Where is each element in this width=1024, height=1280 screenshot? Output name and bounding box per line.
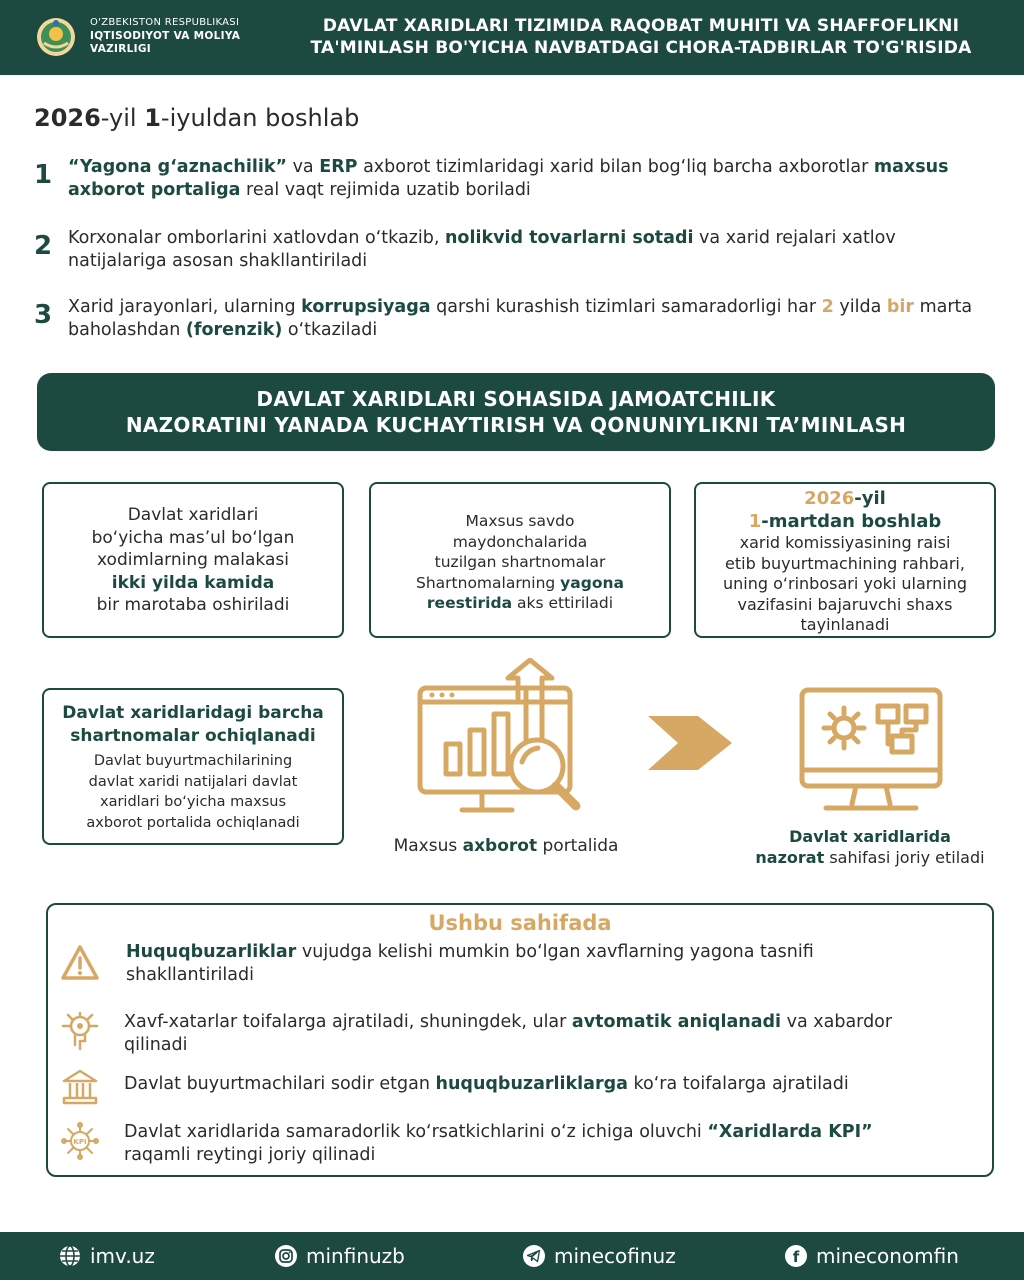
page-title — [276, 15, 1006, 59]
hl-text: huquqbuzarliklarga — [435, 1074, 628, 1094]
text: qarshi kurashish tizimlari samaradorligi har — [430, 297, 822, 317]
hl-text: (forenzik) — [185, 320, 283, 340]
card-line: vazifasini bajaruvchi shaxs — [737, 594, 953, 614]
banner-line2: NAZORATINI YANADA KUCHAYTIRISH VA QONUNIYLIKNI TA’MINLASH — [125, 413, 907, 437]
institution-icon — [60, 1067, 100, 1107]
footer-facebook-label: mineconomfin — [816, 1244, 959, 1268]
text: ko‘ra toifalarga ajratiladi — [627, 1074, 849, 1094]
hl-text: Davlat xaridlarida — [789, 827, 951, 846]
portal-caption — [370, 836, 642, 856]
card-line: tuzilgan shartnomalar — [434, 553, 606, 571]
item-number: 2 — [34, 231, 53, 261]
text: Maxsus — [393, 836, 463, 856]
warning-icon — [60, 943, 100, 983]
text: Korxonalar omborlarini xatlovdan o‘tkazib, — [68, 228, 445, 248]
card-line: axborot portalida ochiqlanadi — [86, 814, 300, 831]
control-page-caption — [730, 826, 1010, 868]
text: Shartnomalarning — [416, 573, 561, 592]
card-line: davlat xaridi natijalari davlat — [88, 773, 298, 790]
text: raqamli reytingi joriy qilinadi — [124, 1145, 376, 1165]
card-line: xodimlarning malakasi — [97, 550, 289, 570]
footer-telegram-label: minecofinuz — [554, 1244, 676, 1268]
text: va xarid rejalari xatlov natijalariga asosan shakllantiriladi — [68, 228, 896, 271]
text: yilda — [833, 297, 887, 317]
card-description — [44, 751, 342, 833]
card-contracts-open — [42, 688, 344, 845]
item-text — [68, 296, 993, 342]
ministry-line2: IQTISODIYOT VA MOLIYA — [90, 29, 241, 42]
start-date-heading — [34, 104, 359, 132]
card-line — [371, 593, 669, 614]
facebook-icon-letter: f — [792, 1248, 800, 1266]
control-screen-icon — [796, 686, 946, 818]
card-title-line: Davlat xaridlaridagi barcha — [62, 703, 324, 723]
start-year-suffix: -yil — [100, 104, 145, 132]
text: Davlat buyurtmachilari sodir etgan — [124, 1074, 436, 1094]
hl-text: Huquqbuzarliklar — [126, 942, 297, 962]
text: Xarid jarayonlari, ularning — [68, 297, 302, 317]
gold-text: bir — [886, 297, 915, 317]
card-line: etib buyurtmachining rahbari, — [725, 553, 965, 573]
list-item — [34, 227, 994, 277]
text: marta baholashdan — [68, 297, 973, 340]
kpi-icon — [60, 1121, 100, 1161]
gold-text: 2026 — [804, 488, 855, 509]
item-number: 3 — [34, 300, 53, 330]
hl-text: “Xaridlarda KPI” — [707, 1122, 873, 1142]
footer-website-link[interactable] — [58, 1244, 155, 1268]
hl-text: nolikvid tovarlarni sotadi — [444, 228, 694, 248]
page-title-line1: DAVLAT XARIDLARI TIZIMIDA RAQOBAT MUHITI VA SHAFFOFLIKNI — [322, 16, 960, 36]
text: axborot tizimlaridagi xarid bilan bog‘liq barcha axborotlar — [357, 157, 874, 177]
text: qilinadi — [124, 1035, 188, 1055]
footer-facebook-link[interactable] — [784, 1244, 959, 1268]
gold-text: 1 — [748, 511, 762, 532]
card-registry — [369, 482, 671, 638]
card-line: xaridlari bo‘yicha maxsus — [99, 794, 286, 810]
banner-line1: DAVLAT XARIDLARI SOHASIDA JAMOATCHILIK — [256, 387, 776, 411]
features-title: Ushbu sahifada — [428, 911, 612, 935]
start-year: 2026 — [34, 104, 101, 132]
hl-text: “Yagona g‘aznachilik” — [68, 157, 288, 177]
hl-text: ERP — [319, 157, 358, 177]
card-line: uning o‘rinbosari yoki ularning — [723, 574, 967, 593]
ministry-line1: O'ZBEKISTON RESPUBLIKASI — [90, 17, 240, 28]
text: o‘tkaziladi — [282, 320, 378, 340]
list-item — [34, 296, 994, 346]
text: -yil — [854, 488, 886, 509]
card-line — [371, 573, 669, 594]
footer-telegram-link[interactable] — [522, 1244, 676, 1268]
ministry-line3: VAZIRLIGI — [90, 43, 151, 55]
feature-text — [124, 1121, 984, 1167]
hl-text: avtomatik aniqlanadi — [571, 1012, 782, 1032]
text: sahifasi joriy etiladi — [824, 848, 985, 867]
card-line: Maxsus savdo — [465, 512, 575, 530]
card-line: xarid komissiyasining raisi — [739, 533, 951, 552]
feature-text — [124, 1073, 984, 1096]
card-training — [42, 482, 344, 638]
text: real vaqt rejimida uzatib boriladi — [240, 180, 531, 200]
ai-head-icon — [60, 1011, 100, 1051]
text: portalida — [537, 836, 619, 856]
card-line: Davlat buyurtmachilarining — [93, 753, 293, 769]
hl-text: korrupsiyaga — [301, 297, 431, 317]
text: shakllantiriladi — [126, 965, 254, 985]
footer-instagram-label: minfinuzb — [306, 1244, 405, 1268]
text: Xavf-xatarlar toifalarga ajratiladi, shuningdek, ular — [124, 1012, 572, 1032]
telegram-icon — [522, 1244, 546, 1268]
page-title-line2: TA'MINLASH BO'YICHA NAVBATDAGI CHORA-TADBIRLAR TO'G'RISIDA — [310, 38, 972, 58]
text: vujudga kelishi mumkin bo‘lgan xavflarning yagona tasnifi — [296, 942, 814, 962]
card-line: tayinlanadi — [800, 615, 890, 634]
item-text — [68, 156, 993, 202]
section-banner — [37, 373, 995, 451]
card-line: maydonchalarida — [452, 532, 588, 551]
arrow-right-icon — [648, 716, 732, 770]
text: Davlat xaridlarida samaradorlik ko‘rsatkichlarini o‘z ichiga oluvchi — [124, 1122, 708, 1142]
state-emblem-icon — [36, 17, 76, 57]
text: va xabardor — [781, 1012, 893, 1032]
kpi-icon-label: KPI — [73, 1138, 87, 1146]
card-line-highlight: ikki yilda kamida — [111, 572, 275, 593]
header — [0, 0, 1024, 75]
start-day-suffix: -iyuldan boshlab — [160, 104, 360, 132]
ministry-name — [90, 16, 240, 57]
card-commission — [694, 482, 996, 638]
card-line: bo‘yicha mas’ul bo‘lgan — [91, 527, 295, 548]
caption-line — [730, 847, 1010, 868]
hl-text: maxsus axborot portaliga — [68, 157, 949, 200]
item-text — [68, 227, 993, 273]
text: -martdan boshlab — [761, 511, 942, 532]
facebook-icon — [784, 1244, 808, 1268]
globe-icon — [58, 1244, 82, 1268]
hl-text: nazorat — [755, 848, 825, 867]
item-number: 1 — [34, 160, 53, 190]
hl-text: reestirida — [426, 594, 513, 612]
feature-text — [126, 941, 966, 987]
gold-text: 2 — [821, 297, 834, 317]
list-item — [34, 156, 994, 206]
card-date-line — [696, 510, 994, 533]
card-title-line: shartnomalar ochiqlanadi — [70, 726, 316, 746]
footer — [0, 1232, 1024, 1280]
feature-text — [124, 1011, 984, 1057]
footer-instagram-link[interactable] — [274, 1244, 405, 1268]
card-line: bir marotaba oshiriladi — [96, 595, 290, 615]
features-box — [46, 903, 994, 1177]
analytics-monitor-icon — [412, 658, 588, 828]
hl-text: yagona — [560, 573, 624, 592]
card-line: Davlat xaridlari — [127, 505, 259, 525]
text: aks ettiriladi — [512, 594, 614, 612]
text: va — [287, 157, 320, 177]
start-day: 1 — [144, 104, 161, 132]
hl-text: axborot — [462, 836, 538, 856]
card-date-line — [696, 487, 994, 510]
instagram-icon — [274, 1244, 298, 1268]
footer-website-label: imv.uz — [90, 1244, 155, 1268]
